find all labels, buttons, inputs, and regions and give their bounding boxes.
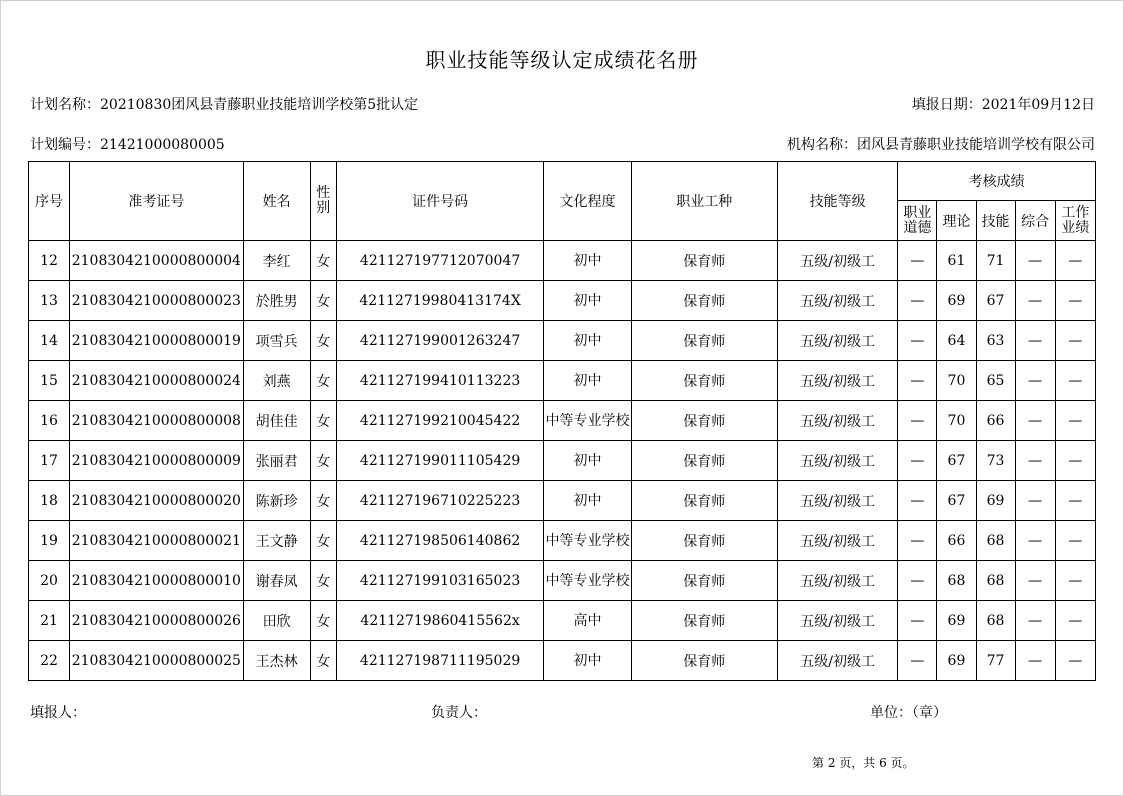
table-row (29, 241, 1096, 281)
roster-body (29, 241, 1096, 681)
cell-skill-level: 五级/初级工 (778, 601, 898, 641)
cell-education: 初中 (544, 361, 631, 401)
cell-ticket: 2108304210000800004 (70, 241, 243, 281)
cell-occupation: 保育师 (631, 441, 777, 481)
cell-skill-level: 五级/初级工 (778, 561, 898, 601)
cell-gender: 女 (310, 521, 336, 561)
table-row (29, 561, 1096, 601)
cell-education: 高中 (544, 601, 631, 641)
cell-seq: 21 (29, 601, 70, 641)
cell-seq: 22 (29, 641, 70, 681)
header-comprehensive: 综合 (1015, 201, 1055, 241)
cell-name: 胡佳佳 (243, 401, 310, 441)
header-occupation: 职业工种 (631, 162, 777, 241)
cell-id-number: 42112719860415562x (336, 601, 544, 641)
cell-theory: 67 (937, 481, 976, 521)
table-row (29, 601, 1096, 641)
cell-skill-level: 五级/初级工 (778, 321, 898, 361)
cell-id-number: 421127199011105429 (336, 441, 544, 481)
cell-education: 中等专业学校 (544, 521, 631, 561)
cell-id-number: 421127198711195029 (336, 641, 544, 681)
cell-occupation: 保育师 (631, 561, 777, 601)
cell-name: 陈新珍 (243, 481, 310, 521)
cell-id-number: 421127199410113223 (336, 361, 544, 401)
cell-ticket: 2108304210000800019 (70, 321, 243, 361)
cell-skill-level: 五级/初级工 (778, 281, 898, 321)
cell-id-number: 421127196710225223 (336, 481, 544, 521)
cell-skill: 77 (976, 641, 1015, 681)
cell-skill-level: 五级/初级工 (778, 401, 898, 441)
cell-seq: 17 (29, 441, 70, 481)
cell-ticket: 2108304210000800009 (70, 441, 243, 481)
cell-skill: 71 (976, 241, 1015, 281)
cell-id-number: 421127198506140862 (336, 521, 544, 561)
table-row (29, 521, 1096, 561)
cell-ticket: 2108304210000800020 (70, 481, 243, 521)
cell-name: 田欣 (243, 601, 310, 641)
cell-seq: 14 (29, 321, 70, 361)
cell-id-number: 42112719980413174X (336, 281, 544, 321)
cell-theory: 69 (937, 641, 976, 681)
cell-theory: 64 (937, 321, 976, 361)
table-row (29, 641, 1096, 681)
cell-skill: 68 (976, 601, 1015, 641)
footer-unit: 单位：（章） (870, 705, 947, 721)
cell-id-number: 421127199103165023 (336, 561, 544, 601)
cell-ethics: — (898, 321, 937, 361)
cell-occupation: 保育师 (631, 241, 777, 281)
page-title: 职业技能等级认定成绩花名册 (425, 48, 699, 72)
cell-work-performance: — (1055, 561, 1095, 601)
footer-reporter: 填报人： (30, 705, 86, 721)
cell-ethics: — (898, 601, 937, 641)
cell-comprehensive: — (1015, 561, 1055, 601)
cell-name: 刘燕 (243, 361, 310, 401)
cell-education: 初中 (544, 441, 631, 481)
cell-gender: 女 (310, 441, 336, 481)
cell-work-performance: — (1055, 281, 1095, 321)
cell-gender: 女 (310, 601, 336, 641)
cell-ticket: 2108304210000800023 (70, 281, 243, 321)
header-id-number: 证件号码 (336, 162, 544, 241)
cell-skill: 65 (976, 361, 1015, 401)
cell-skill: 66 (976, 401, 1015, 441)
cell-seq: 19 (29, 521, 70, 561)
cell-name: 王杰林 (243, 641, 310, 681)
cell-seq: 15 (29, 361, 70, 401)
report-date: 填报日期：2021年09月12日 (911, 97, 1095, 113)
cell-name: 项雪兵 (243, 321, 310, 361)
cell-seq: 18 (29, 481, 70, 521)
cell-work-performance: — (1055, 441, 1095, 481)
cell-gender: 女 (310, 481, 336, 521)
header-skill-level: 技能等级 (778, 162, 898, 241)
cell-theory: 61 (937, 241, 976, 281)
table-row (29, 361, 1096, 401)
cell-skill: 68 (976, 521, 1015, 561)
cell-work-performance: — (1055, 601, 1095, 641)
cell-ethics: — (898, 441, 937, 481)
cell-comprehensive: — (1015, 441, 1055, 481)
cell-occupation: 保育师 (631, 521, 777, 561)
cell-name: 谢春凤 (243, 561, 310, 601)
cell-id-number: 421127199210045422 (336, 401, 544, 441)
header-work-performance: 工作业绩 (1055, 201, 1095, 241)
cell-skill-level: 五级/初级工 (778, 481, 898, 521)
cell-comprehensive: — (1015, 401, 1055, 441)
cell-skill-level: 五级/初级工 (778, 361, 898, 401)
cell-ticket: 2108304210000800008 (70, 401, 243, 441)
cell-gender: 女 (310, 241, 336, 281)
cell-theory: 67 (937, 441, 976, 481)
header-name: 姓名 (243, 162, 310, 241)
cell-work-performance: — (1055, 481, 1095, 521)
cell-theory: 69 (937, 601, 976, 641)
cell-seq: 16 (29, 401, 70, 441)
header-education: 文化程度 (544, 162, 631, 241)
cell-education: 初中 (544, 481, 631, 521)
cell-occupation: 保育师 (631, 281, 777, 321)
cell-education: 初中 (544, 641, 631, 681)
cell-education: 中等专业学校 (544, 401, 631, 441)
header-skill: 技能 (976, 201, 1015, 241)
header-gender: 性别 (310, 162, 336, 241)
cell-gender: 女 (310, 401, 336, 441)
cell-comprehensive: — (1015, 241, 1055, 281)
cell-ethics: — (898, 641, 937, 681)
header-seq: 序号 (29, 162, 70, 241)
cell-ethics: — (898, 281, 937, 321)
cell-education: 中等专业学校 (544, 561, 631, 601)
cell-gender: 女 (310, 561, 336, 601)
cell-skill: 68 (976, 561, 1015, 601)
cell-work-performance: — (1055, 641, 1095, 681)
cell-skill-level: 五级/初级工 (778, 521, 898, 561)
plan-name: 计划名称：20210830团风县青藤职业技能培训学校第5批认定 (30, 97, 419, 113)
cell-skill-level: 五级/初级工 (778, 441, 898, 481)
cell-occupation: 保育师 (631, 361, 777, 401)
cell-occupation: 保育师 (631, 401, 777, 441)
cell-skill: 67 (976, 281, 1015, 321)
header-ticket: 准考证号 (70, 162, 243, 241)
table-row (29, 481, 1096, 521)
cell-gender: 女 (310, 321, 336, 361)
cell-comprehensive: — (1015, 521, 1055, 561)
cell-ethics: — (898, 401, 937, 441)
header-ethics: 职业道德 (898, 201, 937, 241)
cell-ticket: 2108304210000800021 (70, 521, 243, 561)
cell-ethics: — (898, 521, 937, 561)
cell-occupation: 保育师 (631, 321, 777, 361)
cell-ticket: 2108304210000800026 (70, 601, 243, 641)
cell-work-performance: — (1055, 321, 1095, 361)
roster-table (28, 161, 1096, 681)
cell-comprehensive: — (1015, 641, 1055, 681)
cell-comprehensive: — (1015, 281, 1055, 321)
cell-skill: 63 (976, 321, 1015, 361)
cell-ethics: — (898, 361, 937, 401)
cell-ethics: — (898, 561, 937, 601)
cell-work-performance: — (1055, 361, 1095, 401)
cell-ticket: 2108304210000800024 (70, 361, 243, 401)
cell-name: 张丽君 (243, 441, 310, 481)
cell-theory: 68 (937, 561, 976, 601)
cell-comprehensive: — (1015, 481, 1055, 521)
cell-id-number: 421127197712070047 (336, 241, 544, 281)
cell-occupation: 保育师 (631, 641, 777, 681)
table-row (29, 441, 1096, 481)
cell-education: 初中 (544, 321, 631, 361)
cell-name: 於胜男 (243, 281, 310, 321)
cell-comprehensive: — (1015, 321, 1055, 361)
cell-ethics: — (898, 241, 937, 281)
cell-comprehensive: — (1015, 601, 1055, 641)
page-number: 第 2 页，共 6 页。 (812, 756, 915, 770)
cell-skill: 69 (976, 481, 1015, 521)
cell-id-number: 421127199001263247 (336, 321, 544, 361)
cell-work-performance: — (1055, 241, 1095, 281)
cell-work-performance: — (1055, 401, 1095, 441)
cell-education: 初中 (544, 241, 631, 281)
cell-gender: 女 (310, 641, 336, 681)
cell-gender: 女 (310, 281, 336, 321)
cell-occupation: 保育师 (631, 481, 777, 521)
cell-ticket: 2108304210000800010 (70, 561, 243, 601)
org-name: 机构名称：团风县青藤职业技能培训学校有限公司 (787, 137, 1095, 153)
cell-theory: 69 (937, 281, 976, 321)
cell-education: 初中 (544, 281, 631, 321)
cell-work-performance: — (1055, 521, 1095, 561)
cell-skill: 73 (976, 441, 1015, 481)
cell-comprehensive: — (1015, 361, 1055, 401)
plan-number: 计划编号：21421000080005 (30, 137, 225, 153)
cell-theory: 70 (937, 401, 976, 441)
cell-name: 王文静 (243, 521, 310, 561)
cell-skill-level: 五级/初级工 (778, 241, 898, 281)
header-assessment: 考核成绩 (898, 162, 1096, 201)
cell-ethics: — (898, 481, 937, 521)
cell-skill-level: 五级/初级工 (778, 641, 898, 681)
cell-theory: 70 (937, 361, 976, 401)
cell-seq: 13 (29, 281, 70, 321)
cell-gender: 女 (310, 361, 336, 401)
header-theory: 理论 (937, 201, 976, 241)
cell-occupation: 保育师 (631, 601, 777, 641)
cell-ticket: 2108304210000800025 (70, 641, 243, 681)
cell-theory: 66 (937, 521, 976, 561)
cell-name: 李红 (243, 241, 310, 281)
cell-seq: 12 (29, 241, 70, 281)
table-row (29, 321, 1096, 361)
table-row (29, 401, 1096, 441)
table-row (29, 281, 1096, 321)
cell-seq: 20 (29, 561, 70, 601)
footer-responsible: 负责人： (431, 705, 487, 721)
